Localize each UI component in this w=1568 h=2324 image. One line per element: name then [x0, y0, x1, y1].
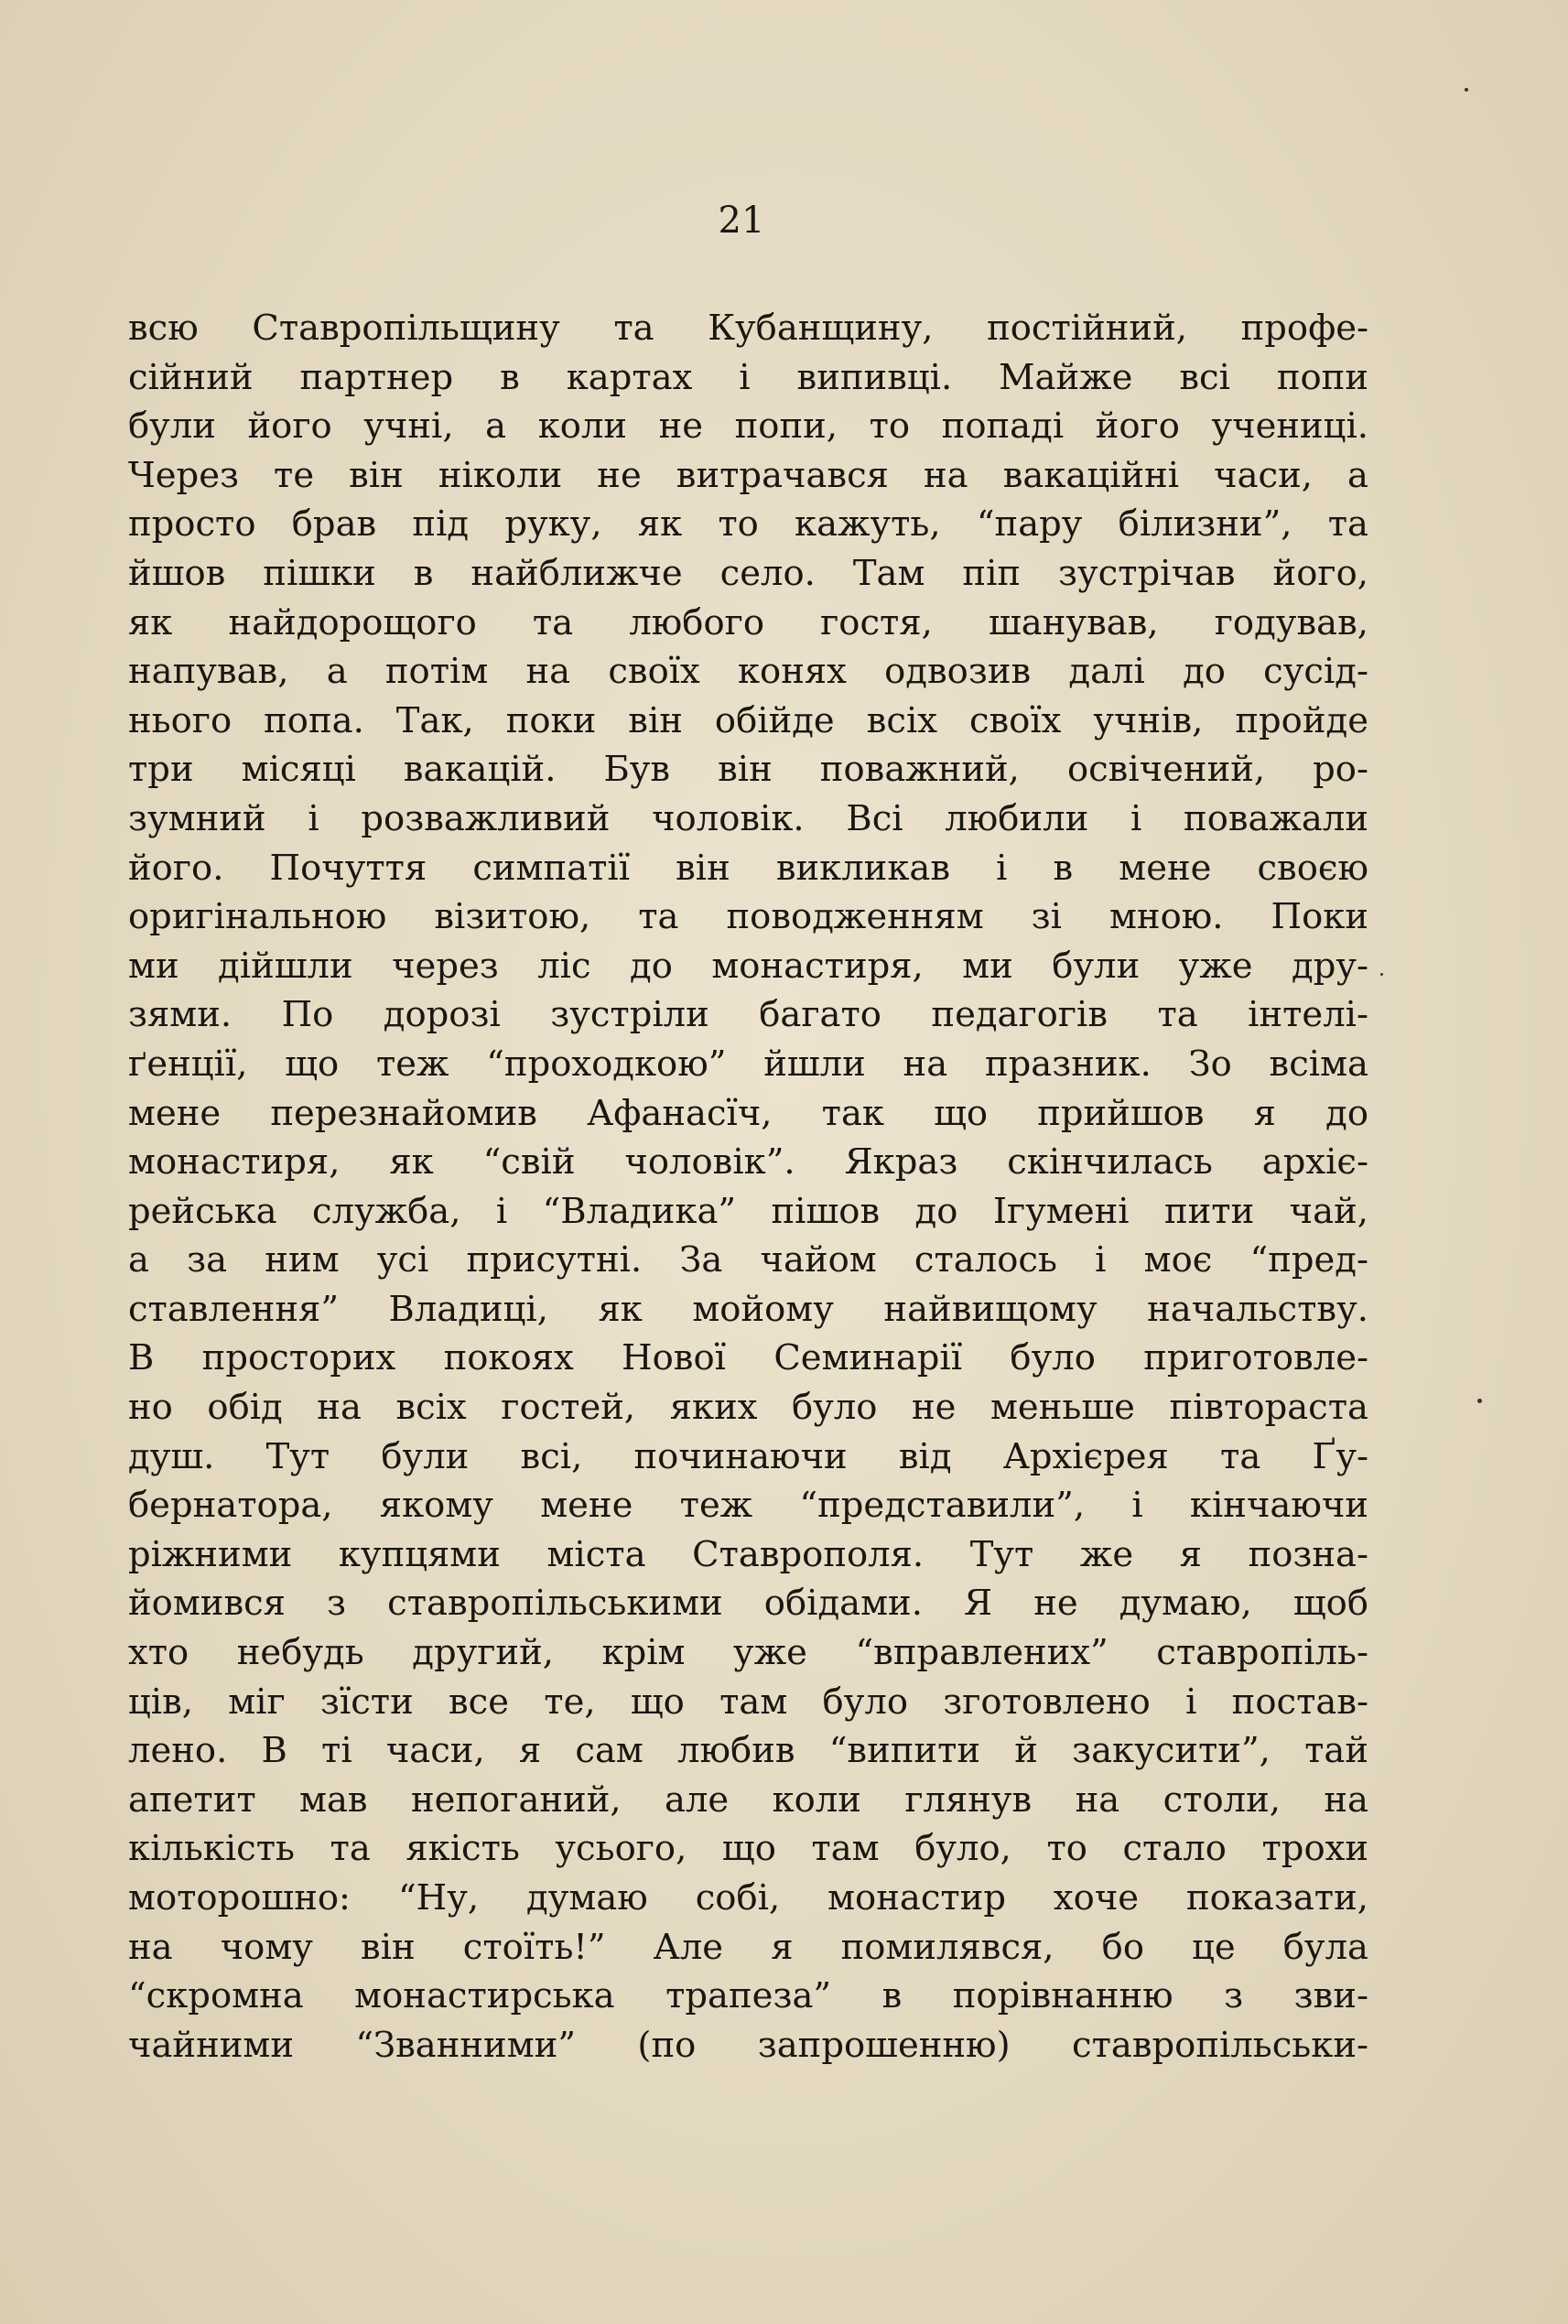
- text-line: ців, міг зїсти все те, що там було зготовлено і постав-: [128, 1681, 1368, 1723]
- text-line: моторошно: “Ну, думаю собі, монастир хоче показати,: [128, 1877, 1368, 1919]
- text-line: апетит мав непоганий, але коли глянув на столи, на: [128, 1778, 1368, 1821]
- text-line: ставлення” Владиці, як мойому найвищому начальству.: [128, 1288, 1368, 1330]
- body-text: [128, 304, 1368, 2070]
- paper-speck: [1465, 88, 1468, 92]
- text-line: ми дійшли через ліс до монастиря, ми були уже дру-: [128, 945, 1368, 987]
- text-line: сійний партнер в картах і випивці. Майже всі попи: [128, 356, 1368, 398]
- text-line: оригінальною візитою, та поводженням зі мною. Поки: [128, 896, 1368, 938]
- paper-speck: [1477, 1399, 1482, 1403]
- text-line: “скромна монастирська трапеза” в порівнанню з зви-: [128, 1975, 1368, 2017]
- text-line: три місяці вакацій. Був він поважний, освічений, ро-: [128, 749, 1368, 791]
- text-line: ріжними купцями міста Ставрополя. Тут же я позна-: [128, 1533, 1368, 1575]
- text-line: мене перезнайомив Афанасїч, так що прийшов я до: [128, 1092, 1368, 1134]
- text-line: просто брав під руку, як то кажуть, “пару білизни”, та: [128, 503, 1368, 546]
- text-line: Через те він ніколи не витрачався на вакаційні часи, а: [128, 454, 1368, 496]
- text-line: нього попа. Так, поки він обійде всіх своїх учнів, пройде: [128, 699, 1368, 741]
- text-line: чайними “Званними” (по запрошенню) ставропільськи-: [128, 2024, 1368, 2066]
- text-line: на чому він стоїть!” Але я помилявся, бо це була: [128, 1926, 1368, 1968]
- text-line: а за ним усі присутні. За чайом сталось і моє “пред-: [128, 1239, 1368, 1281]
- text-line: душ. Тут були всі, починаючи від Архієрея та Ґу-: [128, 1435, 1368, 1477]
- text-line: кількість та якість усього, що там було, то стало трохи: [128, 1828, 1368, 1870]
- text-line: ґенції, що теж “проходкою” йшли на празник. Зо всіма: [128, 1043, 1368, 1085]
- text-line: як найдорощого та любого гостя, шанував, годував,: [128, 601, 1368, 643]
- text-line: були його учні, а коли не попи, то попаді його учениці.: [128, 405, 1368, 448]
- text-line: рейська служба, і “Владика” пішов до Ігумені пити чай,: [128, 1190, 1368, 1232]
- text-line: зумний і розважливий чоловік. Всі любили і поважали: [128, 797, 1368, 839]
- text-line: В просторих покоях Нової Семинарії було приготовле-: [128, 1337, 1368, 1379]
- text-line: йомився з ставропільськими обідами. Я не думаю, щоб: [128, 1583, 1368, 1625]
- text-line: хто небудь другий, крім уже “вправлених” ставропіль-: [128, 1632, 1368, 1674]
- text-line: його. Почуття симпатії він викликав і в мене своєю: [128, 847, 1368, 889]
- text-line: напував, а потім на своїх конях одвозив далі до сусід-: [128, 651, 1368, 693]
- paper-speck: [1380, 973, 1383, 976]
- text-line: йшов пішки в найближче село. Там піп зустрічав його,: [128, 552, 1368, 594]
- text-line: всю Ставропільщину та Кубанщину, постійний, профе-: [128, 308, 1368, 349]
- text-line: но обід на всіх гостей, яких було не меньше півтораста: [128, 1387, 1368, 1429]
- page-number: 21: [718, 200, 765, 242]
- text-line: зями. По дорозі зустріли багато педагогів та інтелі-: [128, 994, 1368, 1036]
- text-line: монастиря, як “свій чоловік”. Якраз скінчилась архіє-: [128, 1141, 1368, 1184]
- text-line: лено. В ті часи, я сам любив “випити й закусити”, тай: [128, 1730, 1368, 1772]
- text-line: бернатора, якому мене теж “представили”, і кінчаючи: [128, 1485, 1368, 1527]
